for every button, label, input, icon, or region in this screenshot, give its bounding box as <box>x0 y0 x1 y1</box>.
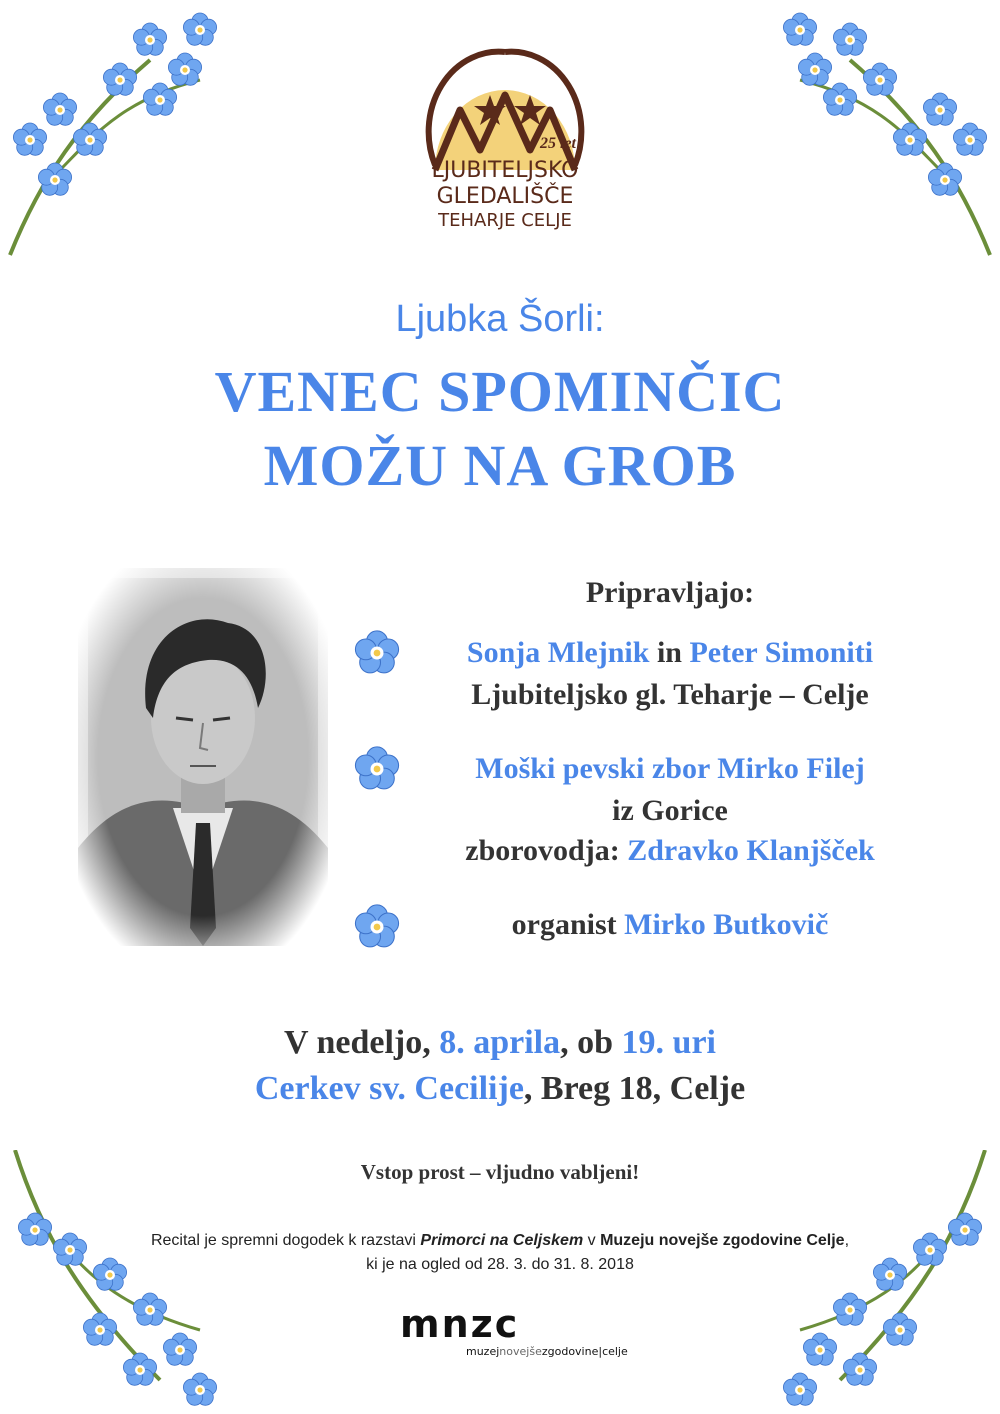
performer-1: Sonja Mlejnik <box>466 636 650 669</box>
credits-group-1-names <box>395 632 945 674</box>
event-time: 19. uri <box>621 1024 716 1061</box>
museum-sub-d: |celje <box>598 1345 628 1358</box>
note-part-e: , <box>844 1232 850 1249</box>
choir-leader-name: Zdravko Klanjšček <box>627 834 875 867</box>
event-date: 8. aprila <box>439 1024 561 1061</box>
logo-line3: TEHARJE CELJE <box>438 210 572 231</box>
museum-sub-b: novejše <box>499 1345 542 1358</box>
note-part-c: v <box>583 1232 601 1249</box>
museum-sub-a: muzej <box>466 1345 500 1358</box>
exhibition-note-line-2: ki je na ogled od 28. 3. do 31. 8. 2018 <box>366 1256 634 1273</box>
event-at: , ob <box>560 1024 614 1061</box>
organist-label: organist <box>511 908 617 941</box>
venue-address: , Breg 18, Celje <box>523 1070 746 1107</box>
venue-name: Cerkev sv. Cecilije <box>254 1070 524 1107</box>
logo-line2: GLEDALIŠČE <box>436 184 574 209</box>
performer-2: Peter Simoniti <box>689 636 874 669</box>
organist <box>395 904 945 946</box>
entry-note: Vstop prost – vljudno vabljeni! <box>360 1160 640 1184</box>
museum-logo-mark: mnzc <box>400 1302 520 1346</box>
conjunction: in <box>656 636 682 669</box>
museum-name: Muzeju novejše zgodovine Celje <box>600 1232 845 1249</box>
flower-cluster-bottom-right <box>760 1150 1000 1414</box>
event-datetime <box>0 1024 1000 1062</box>
museum-sub-c: zgodovine <box>541 1345 599 1358</box>
flower-cluster-bottom-left <box>0 1150 240 1414</box>
poem-author: Ljubka Šorli: <box>395 298 605 340</box>
credits-group-1-org: Ljubiteljsko gl. Teharje – Celje <box>471 678 869 711</box>
event-venue <box>0 1070 1000 1108</box>
choir-leader-label: zborovodja: <box>465 834 620 867</box>
choir-name: Moški pevski zbor Mirko Filej <box>475 752 865 785</box>
logo-line1: LJUBITELJSKO <box>431 158 579 183</box>
event-day: V nedeljo, <box>284 1024 431 1061</box>
flower-cluster-top-left <box>0 0 240 260</box>
choir-leader <box>395 830 945 872</box>
museum-logo <box>400 1302 630 1365</box>
title-line-2: MOŽU NA GROB <box>263 433 737 498</box>
title-line-1: VENEC SPOMINČIC <box>214 359 786 424</box>
note-part-a: Recital je spremni dogodek k razstavi <box>150 1232 421 1249</box>
choir-origin: iz Gorice <box>612 794 728 827</box>
credits-heading: Pripravljajo: <box>585 576 755 609</box>
organist-name: Mirko Butkovič <box>624 908 829 941</box>
museum-logo-subtitle <box>466 1345 628 1358</box>
logo-badge: 25 let <box>540 135 576 152</box>
exhibition-note-line-1 <box>0 1232 1000 1250</box>
exhibition-name: Primorci na Celjskem <box>420 1232 584 1249</box>
theatre-logo <box>420 40 590 240</box>
portrait-photo <box>78 568 328 946</box>
flower-cluster-top-right <box>770 0 1000 260</box>
